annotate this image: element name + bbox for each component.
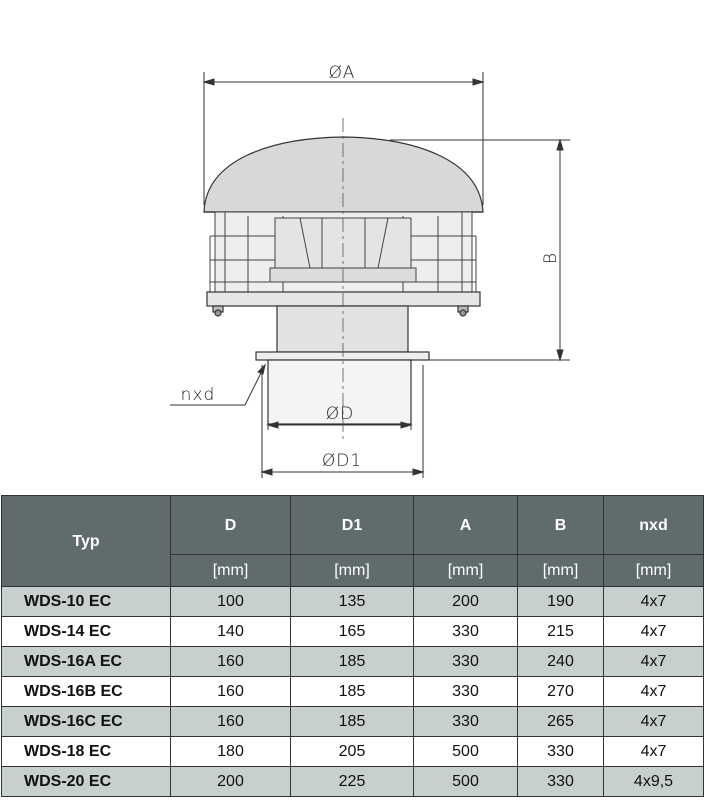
table-row <box>2 617 704 647</box>
cell-typ: WDS-16B EC <box>2 677 171 707</box>
header-d: D <box>171 496 291 555</box>
spec-table <box>1 495 704 797</box>
cell-typ: WDS-10 EC <box>2 587 171 617</box>
cell-d1: 185 <box>291 677 414 707</box>
cell-a: 330 <box>414 677 518 707</box>
cell-typ: WDS-16C EC <box>2 707 171 737</box>
cell-typ: WDS-16A EC <box>2 647 171 677</box>
label-dim-b: B <box>541 251 561 265</box>
cell-b: 270 <box>518 677 604 707</box>
cell-d: 100 <box>171 587 291 617</box>
header-typ: Typ <box>2 496 171 587</box>
cell-d1: 225 <box>291 767 414 797</box>
cell-d1: 185 <box>291 647 414 677</box>
cell-d: 160 <box>171 677 291 707</box>
cell-a: 500 <box>414 767 518 797</box>
unit-d: [mm] <box>171 555 291 587</box>
table-row <box>2 767 704 797</box>
cell-nxd: 4x7 <box>604 587 704 617</box>
cell-d: 200 <box>171 767 291 797</box>
cell-a: 200 <box>414 587 518 617</box>
cell-nxd: 4x7 <box>604 647 704 677</box>
cell-d1: 205 <box>291 737 414 767</box>
cell-nxd: 4x7 <box>604 707 704 737</box>
cell-a: 500 <box>414 737 518 767</box>
cell-d: 160 <box>171 647 291 677</box>
header-b: B <box>518 496 604 555</box>
table-row <box>2 587 704 617</box>
cell-a: 330 <box>414 647 518 677</box>
cap-dome <box>204 137 483 212</box>
header-a: A <box>414 496 518 555</box>
cell-a: 330 <box>414 707 518 737</box>
cell-d1: 185 <box>291 707 414 737</box>
table-row <box>2 737 704 767</box>
cell-nxd: 4x7 <box>604 737 704 767</box>
cell-nxd: 4x7 <box>604 677 704 707</box>
cell-typ: WDS-14 EC <box>2 617 171 647</box>
unit-a: [mm] <box>414 555 518 587</box>
unit-nxd: [mm] <box>604 555 704 587</box>
table-row <box>2 647 704 677</box>
cell-d: 160 <box>171 707 291 737</box>
label-nxd: nxd <box>180 385 216 405</box>
cell-b: 215 <box>518 617 604 647</box>
header-d1: D1 <box>291 496 414 555</box>
cell-b: 240 <box>518 647 604 677</box>
cell-a: 330 <box>414 617 518 647</box>
label-dim-d1: ØD1 <box>321 451 363 471</box>
cell-typ: WDS-18 EC <box>2 737 171 767</box>
label-dim-d: ØD <box>325 404 355 424</box>
cell-d: 180 <box>171 737 291 767</box>
cell-b: 330 <box>518 767 604 797</box>
cell-typ: WDS-20 EC <box>2 767 171 797</box>
label-dim-a: ØA <box>328 63 356 83</box>
cell-d1: 135 <box>291 587 414 617</box>
cell-b: 265 <box>518 707 604 737</box>
table-row <box>2 677 704 707</box>
cell-nxd: 4x9,5 <box>604 767 704 797</box>
cell-b: 330 <box>518 737 604 767</box>
unit-b: [mm] <box>518 555 604 587</box>
cell-b: 190 <box>518 587 604 617</box>
cell-nxd: 4x7 <box>604 617 704 647</box>
header-nxd: nxd <box>604 496 704 555</box>
unit-d1: [mm] <box>291 555 414 587</box>
cell-d1: 165 <box>291 617 414 647</box>
cell-d: 140 <box>171 617 291 647</box>
table-row <box>2 707 704 737</box>
